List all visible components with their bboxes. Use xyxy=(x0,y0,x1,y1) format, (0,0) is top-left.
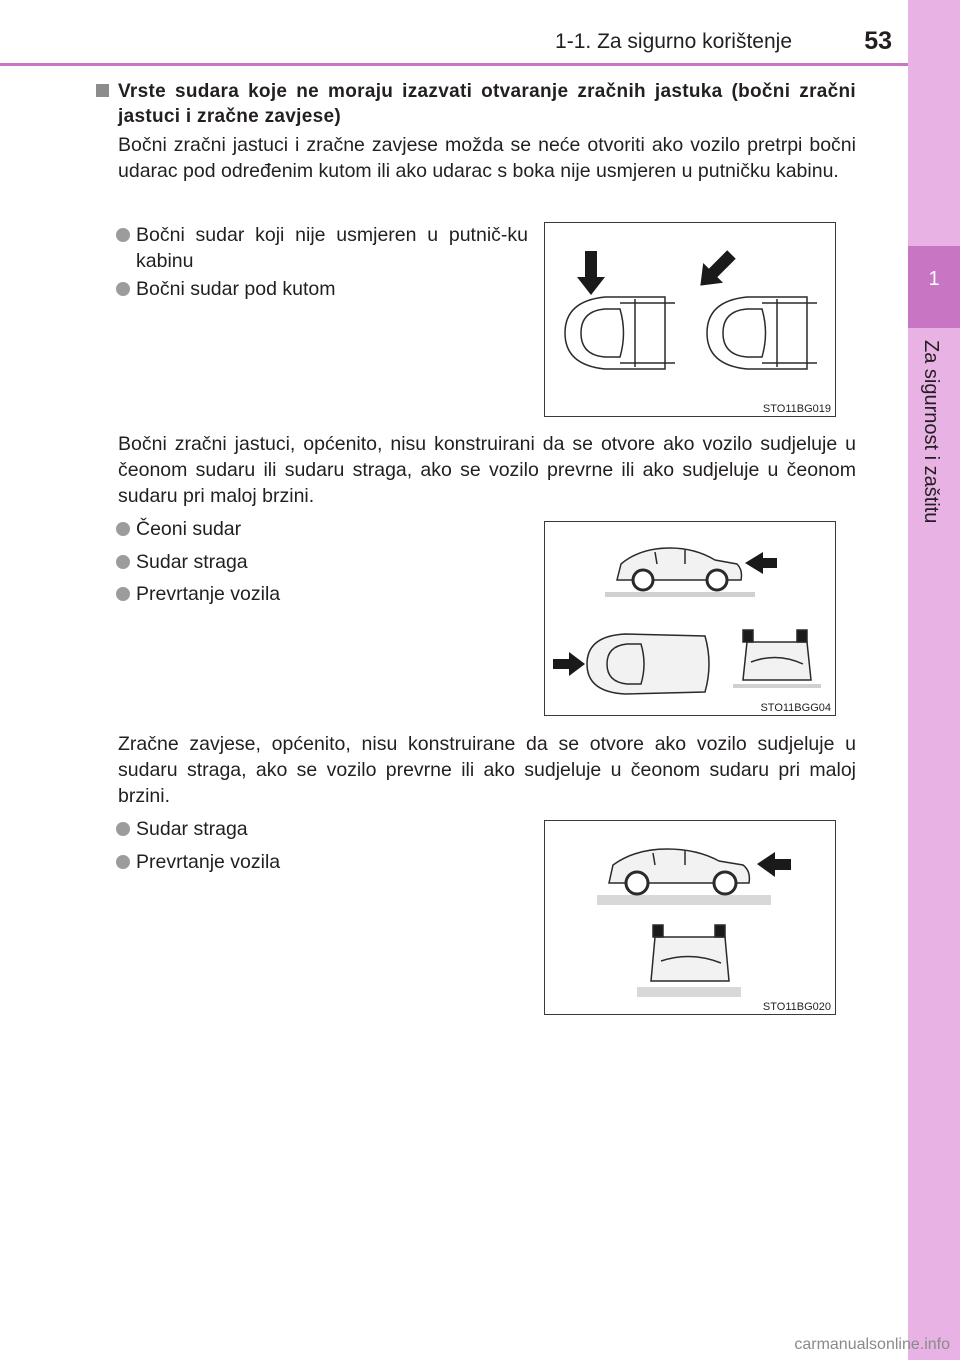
bullet-dot-icon xyxy=(116,587,130,601)
list-item-text: Prevrtanje vozila xyxy=(136,583,281,605)
list-item-text: Sudar straga xyxy=(136,551,248,573)
bullet-dot-icon xyxy=(116,822,130,836)
figure-code: STO11BG020 xyxy=(762,1001,831,1013)
impact-arrow-icon xyxy=(757,852,791,877)
impact-arrow-icon xyxy=(745,552,777,574)
figure-collision-types xyxy=(544,521,836,716)
list-item xyxy=(116,549,248,575)
running-header: 1-1. Za sigurno korištenje xyxy=(555,30,792,53)
list-item-text: Sudar straga xyxy=(136,818,248,840)
square-bullet-icon xyxy=(96,84,109,97)
body-paragraph: Bočni zračni jastuci, općenito, nisu konstruirani da se otvore ako vozilo sudjeluje u čeonom sudaru ili sudaru straga, ako se vozilo prevrne ili ako sudjeluje u čeonom sudaru pri maloj brzini. xyxy=(118,433,856,507)
impact-arrow-icon xyxy=(553,652,585,676)
wheel-icon xyxy=(633,570,653,590)
overturned-car xyxy=(651,925,729,981)
list-item-text: Prevrtanje vozila xyxy=(136,851,281,873)
car-top-view xyxy=(587,634,709,694)
bullet-dot-icon xyxy=(116,555,130,569)
side-collision-illustration xyxy=(545,223,835,416)
list-item xyxy=(116,516,241,542)
bullet-dot-icon xyxy=(116,522,130,536)
list-item xyxy=(116,276,335,302)
chapter-number: 1 xyxy=(928,268,940,290)
bullet-dot-icon xyxy=(116,855,130,869)
curtain-collision-illustration xyxy=(545,821,835,1014)
page-number: 53 xyxy=(864,27,892,55)
list-item xyxy=(116,222,528,274)
impact-arrow-icon xyxy=(577,251,605,295)
watermark: carmanualsonline.info xyxy=(794,1336,950,1353)
car-top-view xyxy=(707,297,817,369)
figure-airbag-curtain-collisions xyxy=(544,820,836,1015)
figure-code: STO11BGG04 xyxy=(760,702,831,714)
intro-paragraph: Bočni zračni jastuci i zračne zavjese možda se neće otvoriti ako vozilo pretrpi bočni udarac pod određenim kutom ili ako udarac s boka nije usmjeren u putničku kabinu. xyxy=(118,134,856,182)
list-item-text: Bočni sudar koji nije usmjeren u putnič-ku kabinu xyxy=(136,224,528,272)
list-item-text: Bočni sudar pod kutom xyxy=(136,278,336,300)
list-item-text: Čeoni sudar xyxy=(136,518,242,540)
chapter-label: Za sigurnost i zaštitu xyxy=(920,340,942,524)
list-item xyxy=(116,849,280,875)
wheel-icon xyxy=(626,872,648,894)
wheel-icon xyxy=(714,872,736,894)
collision-types-illustration xyxy=(545,522,835,715)
list-item xyxy=(116,816,248,842)
section-heading-text: Vrste sudara koje ne moraju izazvati otvaranje zračnih jastuka (bočni zračni jastuci i zračne zavjese) xyxy=(118,81,856,127)
wheel-icon xyxy=(707,570,727,590)
figure-code: STO11BG019 xyxy=(762,403,831,415)
impact-arrow-icon xyxy=(690,245,741,296)
section-heading xyxy=(96,79,856,129)
bullet-dot-icon xyxy=(116,282,130,296)
chapter-side-tab xyxy=(908,0,960,1360)
body-paragraph: Zračne zavjese, općenito, nisu konstruirane da se otvore ako vozilo sudjeluje u sudaru straga, ako se vozilo prevrne ili ako sudjeluje u čeonom sudaru pri maloj brzini. xyxy=(118,733,856,807)
figure-side-collision xyxy=(544,222,836,417)
list-item xyxy=(116,581,280,607)
header-rule xyxy=(0,63,908,66)
overturned-car xyxy=(743,630,811,680)
car-top-view xyxy=(565,297,675,369)
bullet-dot-icon xyxy=(116,228,130,242)
